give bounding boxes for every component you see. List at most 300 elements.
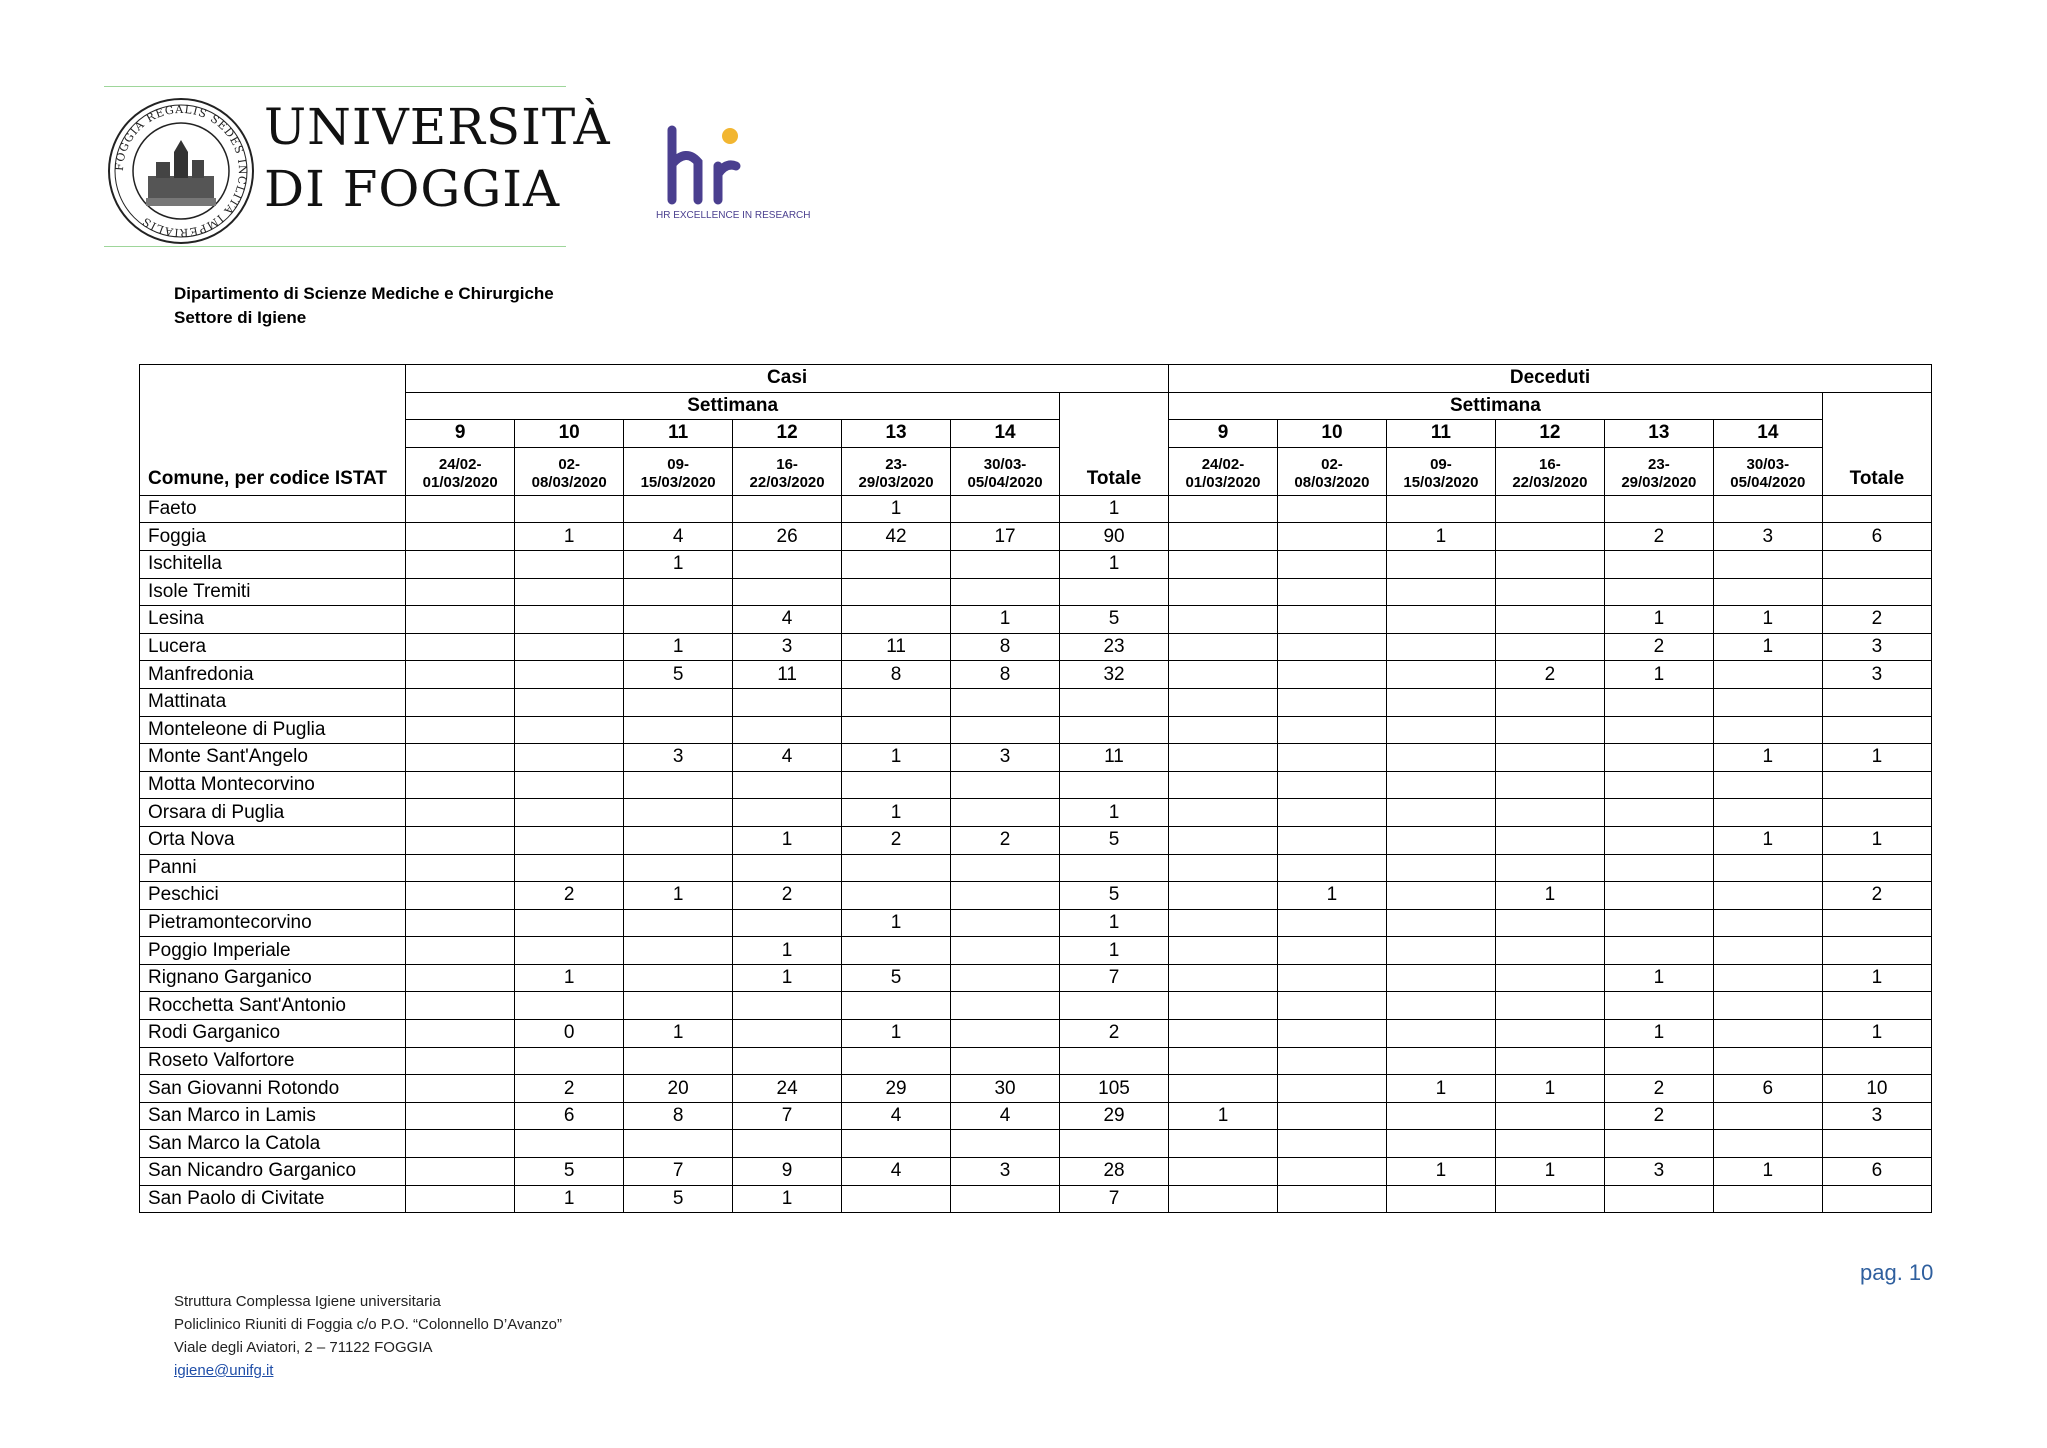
table-row (140, 606, 1932, 634)
casi-cell: 1 (951, 606, 1060, 634)
deceduti-cell (1169, 523, 1278, 551)
comune-cell: San Paolo di Civitate (140, 1185, 406, 1213)
table-row (140, 550, 1932, 578)
date-end: 05/04/2020 (1730, 473, 1806, 491)
deceduti-total-cell (1822, 716, 1931, 744)
deceduti-cell (1169, 1185, 1278, 1213)
deceduti-cell (1169, 606, 1278, 634)
logo-rule-bottom (104, 246, 566, 247)
deceduti-cell (1277, 1102, 1386, 1130)
casi-cell: 11 (842, 633, 951, 661)
casi-cell: 1 (624, 550, 733, 578)
comune-cell: Foggia (140, 523, 406, 551)
header-row-settimana (140, 392, 1932, 420)
casi-cell (406, 826, 515, 854)
deceduti-cell (1277, 1185, 1386, 1213)
deceduti-cell (1386, 550, 1495, 578)
casi-total-cell (1060, 854, 1169, 882)
table-row (140, 633, 1932, 661)
date-start: 09- (667, 455, 689, 473)
casi-cell: 11 (733, 661, 842, 689)
casi-cell (951, 882, 1060, 910)
casi-total-cell: 11 (1060, 744, 1169, 772)
casi-cell (406, 992, 515, 1020)
deceduti-total-cell (1822, 771, 1931, 799)
comune-cell: Lesina (140, 606, 406, 634)
casi-cell (406, 1185, 515, 1213)
deceduti-cell (1277, 661, 1386, 689)
casi-cell (406, 799, 515, 827)
cases-table (139, 364, 1932, 1213)
deceduti-cell (1277, 854, 1386, 882)
comune-cell: San Giovanni Rotondo (140, 1075, 406, 1103)
casi-cell: 4 (842, 1102, 951, 1130)
deceduti-total-cell: 3 (1822, 1102, 1931, 1130)
comune-cell: San Nicandro Garganico (140, 1158, 406, 1186)
casi-cell (733, 495, 842, 523)
casi-cell (951, 937, 1060, 965)
deceduti-cell (1386, 716, 1495, 744)
casi-total-cell: 29 (1060, 1102, 1169, 1130)
casi-cell (951, 771, 1060, 799)
casi-cell: 7 (624, 1158, 733, 1186)
deceduti-total-cell (1822, 992, 1931, 1020)
casi-cell (406, 1075, 515, 1103)
sector-name: Settore di Igiene (174, 308, 307, 327)
deceduti-cell (1277, 606, 1386, 634)
casi-total-cell: 5 (1060, 826, 1169, 854)
casi-total-cell (1060, 771, 1169, 799)
deceduti-cell (1495, 854, 1604, 882)
casi-cell: 4 (733, 606, 842, 634)
table-row (140, 992, 1932, 1020)
casi-cell: 7 (733, 1102, 842, 1130)
casi-cell: 3 (624, 744, 733, 772)
comune-cell: Orsara di Puglia (140, 799, 406, 827)
casi-cell (406, 495, 515, 523)
casi-cell (406, 1102, 515, 1130)
deceduti-cell (1277, 1158, 1386, 1186)
deceduti-total-cell: 1 (1822, 826, 1931, 854)
deceduti-cell (1495, 716, 1604, 744)
deceduti-cell (1169, 744, 1278, 772)
table-row (140, 495, 1932, 523)
date-end: 01/03/2020 (422, 473, 498, 491)
casi-cell (515, 550, 624, 578)
casi-cell (733, 688, 842, 716)
deceduti-cell (1713, 799, 1822, 827)
deceduti-cell (1495, 550, 1604, 578)
deceduti-total-cell: 6 (1822, 523, 1931, 551)
comune-cell: Monteleone di Puglia (140, 716, 406, 744)
casi-cell (733, 1020, 842, 1048)
casi-total-cell: 5 (1060, 882, 1169, 910)
deceduti-cell: 1 (1495, 1158, 1604, 1186)
comune-cell: Lucera (140, 633, 406, 661)
deceduti-cell (1277, 937, 1386, 965)
casi-cell (515, 1130, 624, 1158)
deceduti-cell (1495, 992, 1604, 1020)
deceduti-total-cell (1822, 854, 1931, 882)
deceduti-total-cell: 3 (1822, 633, 1931, 661)
casi-cell (406, 1130, 515, 1158)
deceduti-cell: 2 (1604, 523, 1713, 551)
deceduti-cell: 1 (1495, 1075, 1604, 1103)
deceduti-cell: 1 (1713, 744, 1822, 772)
deceduti-total-cell: 2 (1822, 882, 1931, 910)
casi-cell (406, 771, 515, 799)
casi-total-cell (1060, 1130, 1169, 1158)
casi-cell (624, 495, 733, 523)
table-row (140, 937, 1932, 965)
casi-date-11 (624, 447, 733, 495)
casi-total-cell (1060, 992, 1169, 1020)
casi-cell (406, 523, 515, 551)
deceduti-cell (1386, 1102, 1495, 1130)
casi-date-13 (842, 447, 951, 495)
deceduti-cell (1386, 1185, 1495, 1213)
logo-rule-top (104, 86, 566, 87)
casi-cell: 2 (515, 882, 624, 910)
deceduti-total-cell: 6 (1822, 1158, 1931, 1186)
table-row (140, 1158, 1932, 1186)
casi-cell (842, 1047, 951, 1075)
deceduti-cell (1604, 495, 1713, 523)
casi-cell (842, 716, 951, 744)
deceduti-cell (1604, 882, 1713, 910)
casi-total-cell: 5 (1060, 606, 1169, 634)
deceduti-cell (1277, 688, 1386, 716)
deceduti-total-cell: 10 (1822, 1075, 1931, 1103)
deceduti-cell (1169, 964, 1278, 992)
date-end: 15/03/2020 (1403, 473, 1479, 491)
casi-total-cell: 28 (1060, 1158, 1169, 1186)
dec-date-10 (1277, 447, 1386, 495)
deceduti-cell (1713, 661, 1822, 689)
deceduti-cell (1495, 771, 1604, 799)
casi-cell: 1 (515, 964, 624, 992)
casi-cell (406, 661, 515, 689)
deceduti-total-cell (1822, 1185, 1931, 1213)
casi-cell: 1 (733, 826, 842, 854)
casi-total-cell: 7 (1060, 964, 1169, 992)
deceduti-cell (1604, 578, 1713, 606)
deceduti-cell (1386, 1130, 1495, 1158)
deceduti-cell (1277, 495, 1386, 523)
deceduti-total-cell: 1 (1822, 964, 1931, 992)
deceduti-cell (1604, 1185, 1713, 1213)
casi-cell (842, 937, 951, 965)
casi-total-cell: 90 (1060, 523, 1169, 551)
casi-cell: 1 (842, 799, 951, 827)
casi-cell: 6 (515, 1102, 624, 1130)
deceduti-cell (1604, 826, 1713, 854)
casi-cell (624, 1130, 733, 1158)
deceduti-cell (1169, 909, 1278, 937)
deceduti-cell: 1 (1604, 606, 1713, 634)
casi-cell (842, 854, 951, 882)
deceduti-cell (1495, 964, 1604, 992)
deceduti-cell (1604, 854, 1713, 882)
deceduti-cell (1277, 744, 1386, 772)
deceduti-cell (1386, 992, 1495, 1020)
deceduti-cell (1713, 882, 1822, 910)
deceduti-cell (1169, 578, 1278, 606)
deceduti-cell (1277, 550, 1386, 578)
casi-total-cell: 1 (1060, 937, 1169, 965)
casi-cell: 2 (951, 826, 1060, 854)
deceduti-cell (1169, 992, 1278, 1020)
footer-line-2: Policlinico Riuniti di Foggia c/o P.O. “Colonnello D’Avanzo” (174, 1316, 562, 1333)
casi-cell: 1 (842, 495, 951, 523)
casi-cell (515, 937, 624, 965)
casi-cell (515, 1047, 624, 1075)
dec-date-13 (1604, 447, 1713, 495)
casi-cell: 1 (733, 937, 842, 965)
deceduti-cell (1169, 826, 1278, 854)
casi-cell (733, 1047, 842, 1075)
table-row (140, 1130, 1932, 1158)
deceduti-cell (1713, 1130, 1822, 1158)
deceduti-cell (1713, 964, 1822, 992)
casi-cell (515, 909, 624, 937)
deceduti-cell (1604, 909, 1713, 937)
comune-cell: Rignano Garganico (140, 964, 406, 992)
date-end: 05/04/2020 (967, 473, 1043, 491)
deceduti-cell: 2 (1495, 661, 1604, 689)
casi-cell (733, 550, 842, 578)
casi-date-9 (406, 447, 515, 495)
footer-line-3: Viale degli Aviatori, 2 – 71122 FOGGIA (174, 1339, 433, 1356)
casi-cell: 2 (733, 882, 842, 910)
casi-cell: 4 (842, 1158, 951, 1186)
table-row (140, 799, 1932, 827)
deceduti-cell (1386, 744, 1495, 772)
footer-email-link[interactable]: igiene@unifg.it (174, 1362, 274, 1379)
deceduti-cell (1386, 1020, 1495, 1048)
casi-cell (951, 716, 1060, 744)
casi-cell (951, 1047, 1060, 1075)
deceduti-cell (1386, 606, 1495, 634)
dec-week-14: 14 (1713, 420, 1822, 448)
comune-cell: Isole Tremiti (140, 578, 406, 606)
dec-week-13: 13 (1604, 420, 1713, 448)
casi-cell (842, 550, 951, 578)
deceduti-cell (1386, 578, 1495, 606)
table-row (140, 661, 1932, 689)
casi-cell: 1 (515, 523, 624, 551)
casi-settimana-header: Settimana (406, 392, 1060, 420)
dec-week-10: 10 (1277, 420, 1386, 448)
deceduti-cell (1495, 937, 1604, 965)
deceduti-cell (1169, 688, 1278, 716)
casi-cell: 4 (624, 523, 733, 551)
table-row (140, 771, 1932, 799)
deceduti-cell (1713, 992, 1822, 1020)
casi-cell (515, 744, 624, 772)
deceduti-cell (1169, 1130, 1278, 1158)
casi-total-cell (1060, 578, 1169, 606)
comune-cell: San Marco la Catola (140, 1130, 406, 1158)
casi-cell: 4 (951, 1102, 1060, 1130)
casi-cell: 8 (951, 633, 1060, 661)
deceduti-cell (1277, 1047, 1386, 1075)
deceduti-cell (1169, 1020, 1278, 1048)
casi-cell: 8 (951, 661, 1060, 689)
deceduti-cell (1495, 606, 1604, 634)
deceduti-total-cell (1822, 1047, 1931, 1075)
deceduti-total-cell (1822, 495, 1931, 523)
deceduti-cell: 1 (1604, 964, 1713, 992)
deceduti-cell (1495, 909, 1604, 937)
casi-cell: 1 (842, 1020, 951, 1048)
deceduti-cell (1386, 799, 1495, 827)
deceduti-cell (1713, 716, 1822, 744)
comune-cell: Ischitella (140, 550, 406, 578)
casi-cell: 2 (515, 1075, 624, 1103)
deceduti-total-cell (1822, 909, 1931, 937)
deceduti-cell (1386, 1047, 1495, 1075)
casi-cell: 1 (842, 744, 951, 772)
hr-caption: HR EXCELLENCE IN RESEARCH (656, 210, 811, 221)
date-end: 08/03/2020 (1294, 473, 1370, 491)
deceduti-cell (1495, 744, 1604, 772)
comune-cell: San Marco in Lamis (140, 1102, 406, 1130)
table-row (140, 1075, 1932, 1103)
casi-cell (951, 1130, 1060, 1158)
deceduti-cell (1495, 495, 1604, 523)
casi-cell (624, 606, 733, 634)
deceduti-total-cell (1822, 799, 1931, 827)
deceduti-cell (1169, 1075, 1278, 1103)
deceduti-cell (1713, 1020, 1822, 1048)
casi-cell (624, 578, 733, 606)
comune-cell: Poggio Imperiale (140, 937, 406, 965)
casi-cell: 5 (624, 1185, 733, 1213)
casi-cell (842, 606, 951, 634)
deceduti-cell (1386, 688, 1495, 716)
deceduti-cell (1169, 495, 1278, 523)
casi-cell (515, 826, 624, 854)
casi-cell: 3 (733, 633, 842, 661)
comune-cell: Manfredonia (140, 661, 406, 689)
seal-text: FOGGIA REGALIS SEDES INCLITA IMPERIALIS (112, 102, 250, 240)
casi-cell: 5 (624, 661, 733, 689)
deceduti-total-cell (1822, 1130, 1931, 1158)
comune-cell: Rocchetta Sant'Antonio (140, 992, 406, 1020)
casi-cell (624, 854, 733, 882)
deceduti-cell (1495, 633, 1604, 661)
table-row (140, 1185, 1932, 1213)
dec-date-9 (1169, 447, 1278, 495)
casi-cell (406, 937, 515, 965)
casi-total-cell: 1 (1060, 909, 1169, 937)
casi-cell (406, 606, 515, 634)
deceduti-cell (1713, 854, 1822, 882)
deceduti-cell: 6 (1713, 1075, 1822, 1103)
deceduti-cell (1277, 716, 1386, 744)
table-row (140, 964, 1932, 992)
casi-cell (406, 1047, 515, 1075)
casi-total-cell: 23 (1060, 633, 1169, 661)
deceduti-cell (1386, 909, 1495, 937)
casi-cell (406, 1158, 515, 1186)
casi-cell (406, 909, 515, 937)
casi-cell: 29 (842, 1075, 951, 1103)
casi-cell: 1 (733, 964, 842, 992)
casi-cell (733, 799, 842, 827)
casi-cell: 5 (515, 1158, 624, 1186)
casi-cell: 1 (515, 1185, 624, 1213)
deceduti-cell (1386, 964, 1495, 992)
casi-week-10: 10 (515, 420, 624, 448)
casi-cell: 5 (842, 964, 951, 992)
deceduti-cell (1169, 716, 1278, 744)
deceduti-totale-header: Totale (1822, 392, 1931, 495)
deceduti-cell (1495, 1102, 1604, 1130)
casi-cell: 26 (733, 523, 842, 551)
dec-date-11 (1386, 447, 1495, 495)
casi-cell: 1 (733, 1185, 842, 1213)
casi-cell (624, 992, 733, 1020)
casi-cell (624, 716, 733, 744)
deceduti-cell: 3 (1604, 1158, 1713, 1186)
deceduti-cell (1386, 633, 1495, 661)
table-row (140, 523, 1932, 551)
casi-total-cell (1060, 716, 1169, 744)
university-seal-icon (106, 96, 256, 246)
date-end: 29/03/2020 (858, 473, 934, 491)
casi-cell (951, 550, 1060, 578)
casi-week-11: 11 (624, 420, 733, 448)
university-name (264, 96, 611, 220)
casi-cell (515, 688, 624, 716)
casi-cell (624, 771, 733, 799)
deceduti-cell (1277, 799, 1386, 827)
deceduti-cell: 2 (1604, 1075, 1713, 1103)
casi-cell (951, 1020, 1060, 1048)
date-end: 15/03/2020 (640, 473, 716, 491)
deceduti-cell (1277, 1020, 1386, 1048)
casi-week-9: 9 (406, 420, 515, 448)
casi-cell (951, 964, 1060, 992)
department-name: Dipartimento di Scienze Mediche e Chirurgiche (174, 284, 554, 303)
deceduti-cell (1713, 688, 1822, 716)
deceduti-cell (1495, 799, 1604, 827)
casi-cell (733, 771, 842, 799)
comune-cell: Monte Sant'Angelo (140, 744, 406, 772)
casi-week-13: 13 (842, 420, 951, 448)
casi-cell (624, 688, 733, 716)
deceduti-cell (1277, 523, 1386, 551)
casi-cell (842, 1130, 951, 1158)
casi-cell (406, 854, 515, 882)
dec-week-11: 11 (1386, 420, 1495, 448)
deceduti-settimana-header: Settimana (1169, 392, 1823, 420)
table-row (140, 909, 1932, 937)
casi-date-14 (951, 447, 1060, 495)
deceduti-total-cell: 1 (1822, 1020, 1931, 1048)
casi-cell (951, 578, 1060, 606)
deceduti-cell (1169, 854, 1278, 882)
date-start: 16- (1539, 455, 1561, 473)
casi-date-10 (515, 447, 624, 495)
deceduti-cell: 1 (1386, 523, 1495, 551)
table-body (140, 495, 1932, 1212)
casi-cell (842, 578, 951, 606)
deceduti-cell: 1 (1604, 1020, 1713, 1048)
table-row (140, 716, 1932, 744)
